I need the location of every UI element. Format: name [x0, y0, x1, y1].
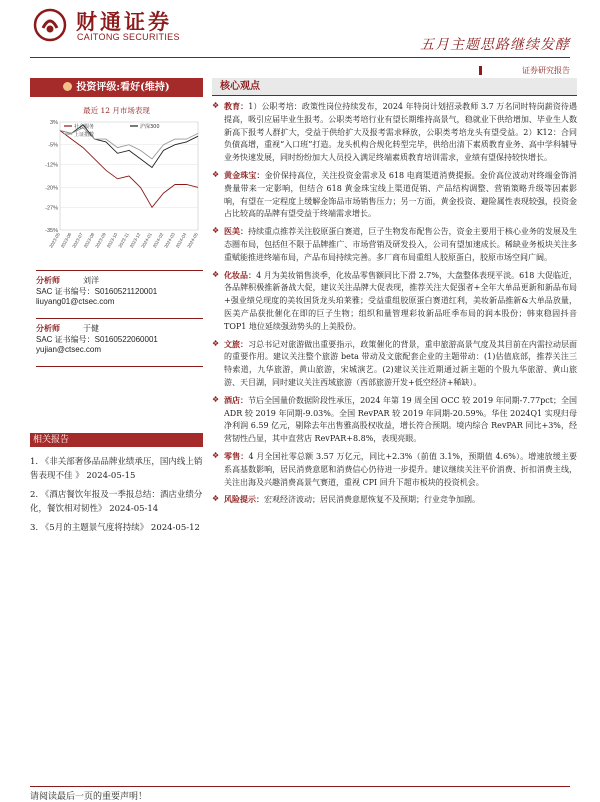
investment-rating	[30, 78, 203, 97]
y-tick-label: 3%	[50, 120, 58, 126]
paragraph-lead: 风险提示：	[224, 494, 264, 505]
doc-type-marker	[479, 66, 482, 75]
x-tick-label: 2023-08	[82, 232, 96, 249]
paragraph-text: 4 月全国社零总额 3.57 万亿元，同比+2.3%（前值 3.1%，预期值 4.6%）。增速放缓主要系高基数影响，居民消费意愿和消费信心仍待进一步提升。建议继续关注平价消费、折扣消费主线，关注出海及兴趣消费高景气赛道，重视 CPI 回升下超市板块的投资机会。	[224, 451, 577, 487]
paragraph-text: 习总书记对旅游做出重要指示，政策催化的背景，重申旅游高景气度及其目前在内需拉动层面的重要作用。建议关注整个旅游 beta 带动及文旅配套企业的主题带动：(1)估值底部，推荐关注三特索道，九华旅游，黄山旅游，宋城演艺。(2)建议关注近期通过新主题的个股九华旅游、黄山旅游、天目湖，同时建议关注西域旅游（西部旅游开发+低空经济+稀缺）。	[224, 339, 578, 387]
report-title: 五月主题思路继续发酵	[420, 37, 570, 53]
analyst-divider	[36, 318, 203, 319]
paragraph-jewelry	[212, 169, 577, 221]
paragraph-text: 节后全国量价数据阶段性承压，2024 年第 19 周全国 OCC 较 2019 年同期-7.77pct；全国 ADR 较 2019 年同期-9.03%。全国 RevPAR 较 2019 年同期-20.59%。华住 2024Q1 实现归母净利润 6.59 亿元，剔除去年出售雅高股权收益，增长符合预期。境内综合 RevPAR 同比+3%，经营韧性凸显，其中直营店 RevPAR+8.8%，表现亮眼。	[224, 395, 577, 444]
diamond-bullet-icon: ❖	[212, 494, 220, 504]
paragraph-text: 1）公职考培：政策性岗位持续发布，2024 年特岗计划招录教师 3.7 万名同时特岗薪资待遇提高，吸引应届毕业生报考。公职类考培行业有望长期维持高景气，稳就业下供给增加、毕业生人数新高下报考人群扩大，受益于供给扩大及报考需求释放，公职类考培龙头有望受益。2）K12：合同负债高增，重视“入口班”打造。龙头机构合规化转型完毕，供给出清下素质教育业务、高中学科辅导业务快速发展，同时纷纷加大人员投入满足终端素质教育培训需求，业绩有望保持较快增长。	[224, 102, 577, 163]
paragraph-medical-aesthetics	[212, 225, 577, 264]
related-reports-list	[30, 455, 203, 540]
paragraph-retail	[212, 450, 577, 489]
logo-english-name: CAITONG SECURITIES	[77, 32, 180, 42]
rating-label: 投资评级:看好(维持)	[76, 82, 170, 93]
logo-chinese-name: 财通证券	[76, 10, 172, 34]
paragraph-lead: 黄金珠宝：	[224, 169, 265, 180]
x-tick-label: 2024-02	[151, 232, 165, 249]
paragraph-lead: 化妆品：	[224, 269, 257, 280]
header-divider	[30, 57, 570, 58]
paragraph-cosmetics	[212, 269, 577, 334]
caitong-logo-icon	[33, 8, 67, 42]
diamond-bullet-icon: ❖	[212, 101, 220, 110]
analyst-cert: SAC 证书编号：S0160522060001	[36, 334, 158, 344]
x-tick-label: 2024-04	[174, 232, 188, 249]
diamond-bullet-icon: ❖	[212, 269, 220, 279]
related-report-item[interactable]: 3. 《5月的主题景气度将持续》 2024-05-12	[30, 523, 200, 533]
analyst-card	[36, 276, 206, 308]
chart-caption: 最近 12 月市场表现	[83, 106, 150, 115]
x-tick-label: 2024-01	[140, 232, 153, 249]
analyst-email[interactable]: liuyang01@ctsec.com	[36, 297, 115, 306]
core-views-heading: 核心观点	[212, 78, 577, 96]
document-type: 证券研究报告	[522, 66, 570, 75]
y-tick-label: -5%	[48, 142, 58, 149]
related-report-item[interactable]: 1. 《非关部奢侈品品牌业绩承压，国内线上销售表现不佳 》 2024-05-15	[30, 457, 203, 481]
footer-disclaimer: 请阅读最后一页的重要声明！	[30, 786, 570, 802]
x-tick-label: 2023-12	[128, 232, 142, 249]
x-tick-label: 2023-07	[71, 232, 84, 249]
core-views-section	[212, 78, 577, 507]
legend-label: 上证指数	[74, 132, 95, 138]
paragraph-hotels	[212, 394, 577, 446]
paragraph-education	[212, 100, 577, 165]
x-tick-label: 2023-06	[59, 232, 73, 249]
diamond-bullet-icon: ❖	[212, 450, 220, 460]
report-header	[0, 0, 600, 75]
coin-icon	[63, 82, 72, 91]
analyst-name: 刘洋	[83, 276, 99, 285]
paragraph-tourism	[212, 338, 577, 390]
y-tick-label: -27%	[45, 205, 58, 212]
analyst-divider	[36, 270, 203, 271]
x-tick-label: 2024-03	[163, 232, 176, 249]
x-tick-label: 2023-10	[105, 232, 119, 249]
diamond-bullet-icon: ❖	[212, 226, 220, 236]
paragraph-lead: 文旅：	[224, 338, 249, 349]
related-reports-heading: 相关报告	[30, 433, 203, 447]
paragraph-text: 持续重点推荐关注胶原蛋白赛道，巨子生物发布配售公告，资金主要用于核心业务的发展及生态圈布局，包括但不限于品牌推广、市场营销及研发投入，公司有望加速成长。稀缺业务板块关注多重赋能推进终端布局，产品布局持续完善。多厂商布局重组人胶原蛋白，胶原市场空间广阔。	[224, 227, 578, 262]
analyst-name: 于健	[83, 324, 99, 333]
paragraph-text: 4 月为美妆销售淡季，化妆品零售额同比下滑 2.7%，大盘整体表现平淡。618 大促临近，各品牌积极推新备战大促，建议关注品牌大促表现，推荐关注大促强者+全年大单品更新和新品布局+强业绩兑现度的美妆国货龙头珀莱雅；受益重组胶原蛋白赛道红利，美妆新品推新&大单品放量，医美产品获批催化在即的巨子生物；组织和量管理彩妆新品旺季布局的润本股份；韩束稳固抖音 TOP1 地位延续强劲势头的上美股份。	[224, 270, 578, 331]
paragraph-text: 金价保持高位，关注投资金需求及 618 电商渠道消费提振。金价高位波动对终端金饰消费量带来一定影响，但结合 618 黄金珠宝线上渠道促销、产品结构调整、营销策略升级等因素影响，有望在一定程度上缓解金饰品市场销售压力；另一方面，黄金投资、避险属性表现较强，投资金占比较高的品牌有望受益于终端需求增长。	[224, 170, 578, 219]
diamond-bullet-icon: ❖	[212, 169, 220, 179]
x-tick-label: 2023-09	[94, 232, 107, 249]
analyst-email[interactable]: yujian@ctsec.com	[36, 345, 102, 354]
x-tick-label: 2023-05	[48, 232, 61, 249]
legend-label: 社会服务	[74, 124, 95, 130]
analyst-card	[36, 324, 206, 356]
x-tick-label: 2024-05	[186, 232, 199, 249]
paragraph-text: 宏观经济波动；居民消费意愿恢复不及预期；行业竞争加剧。	[264, 495, 480, 505]
y-tick-label: -12%	[45, 162, 58, 169]
analyst-role: 分析师	[36, 276, 60, 285]
analyst-cert: SAC 证书编号：S0160521120001	[36, 286, 158, 296]
paragraph-lead: 医美：	[224, 226, 249, 237]
market-performance-chart	[30, 116, 203, 258]
paragraph-lead: 零售：	[224, 450, 249, 461]
analyst-divider	[36, 366, 203, 367]
paragraph-lead: 教育：	[224, 101, 249, 111]
y-tick-label: -20%	[45, 185, 58, 192]
y-tick-label: -35%	[45, 228, 58, 234]
paragraph-lead: 酒店：	[224, 394, 249, 405]
analyst-role: 分析师	[36, 324, 60, 333]
diamond-bullet-icon: ❖	[212, 394, 220, 404]
diamond-bullet-icon: ❖	[212, 338, 220, 348]
related-report-item[interactable]: 2. 《酒店餐饮年报及一季报总结：酒店业绩分化，餐饮相对韧性》 2024-05-14	[30, 490, 203, 514]
legend-label: 沪深300	[140, 124, 160, 130]
paragraph-risk	[212, 493, 577, 507]
x-tick-label: 2023-11	[117, 232, 130, 249]
